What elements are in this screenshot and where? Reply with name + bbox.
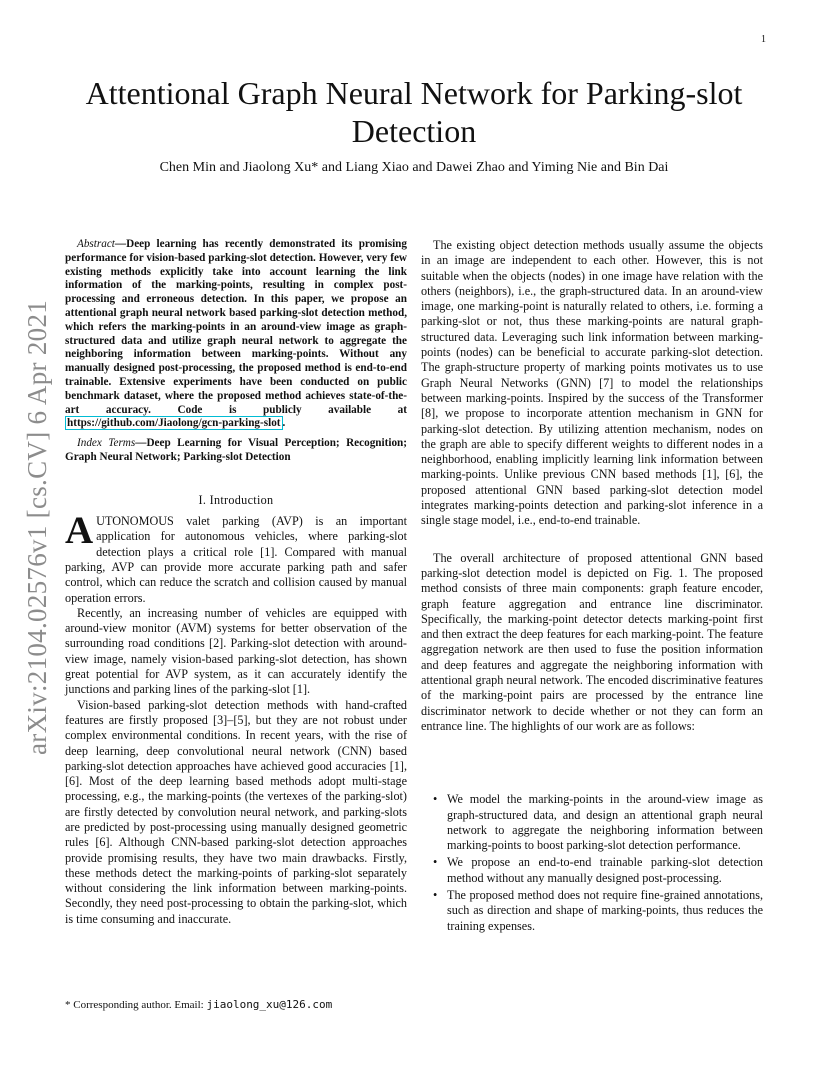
author-list: Chen Min and Jiaolong Xu* and Liang Xiao and Dawei Zhao and Yiming Nie and Bin Dai [159,160,669,175]
arxiv-identifier-stamp: arXiv:2104.02576v1 [cs.CV] 6 Apr 2021 [22,299,52,755]
list-item-text: The proposed method does not require fine-grained annotations, such as direction and shape of marking-points, thus reduces the training expenses. [447,887,763,933]
abstract-text: —Deep learning has recently demonstrated its promising performance for vision-based parking-slot detection. However, very few existing methods explicitly take into account learning the link information of the marking-points, resulting in complex post-processing and erroneous detection. In this paper, we propose an attentional graph neural network based parking-slot detection method, which refers the marking-points in an around-view image as graph-structured data and utilize graph neural network to aggregate the neighboring information between marking-points. Without any manually designed post-processing, the proposed method is end-to-end trainable. Extensive experiments have been conducted on public benchmark dataset, where the proposed method achieves state-of-the-art accuracy. Code is publicly available at [65,238,407,416]
bullet-icon: • [433,887,438,902]
abstract-label: Abstract [77,238,115,250]
highlights-list [421,792,763,934]
intro-paragraph-1-text: UTONOMOUS valet parking (AVP) is an important application for autonomous vehicles, where parking-slot detection plays a critical role [1]. Compared with manual parking, AVP can provide more accurate parking path and safer control, which can reduce the scratch and collision caused by manual operation errors. [65,514,407,605]
right-paragraph-2: The overall architecture of proposed attentional GNN based parking-slot detection model is depicted on Fig. 1. The proposed method consists of three main components: graph feature encoder, graph feature aggregation and entrance line discriminator. Specifically, the marking-point detector detects marking-point first and then extract the deep features for each marking-point. The feature aggregation network are then used to fuse the position information and deep features and aggregate the neighboring information with attentional graph neural network. The encoded discriminative features of the marking-point pairs are processed by the entrance line discriminator network to decide whether or not they can form an entrance line. The highlights of our work are as follows: [421,550,763,733]
footnote-text: * Corresponding author. Email: [65,999,207,1011]
list-item [421,792,763,853]
abstract-end: . [282,417,286,430]
code-repository-link[interactable]: https://github.com/Jiaolong/gcn-parking-slot [67,417,281,430]
drop-cap: A [65,509,94,553]
bullet-icon: • [433,855,438,870]
index-terms-label: Index Terms [77,437,136,450]
section-heading-introduction: I. Introduction [198,492,274,507]
footnote-email: jiaolong_xu@126.com [206,998,333,1011]
index-terms-text: —Deep Learning for Visual Perception; Recognition; Graph Neural Network; Parking-slot Detection [65,437,407,463]
right-paragraph-1: The existing object detection methods usually assume the objects in an image are independent to each other. However, this is not suitable when the objects (nodes) in one image have relation with the others (neighbors), i.e., the graph-structured data. In an around-view image, one marking-point is naturally related to others, i.e. forming a parking-slot or not, thus these marking-points are natural graph-structured data. Leveraging such link information between marking-points (nodes) can be beneficial to accurate parking-slot detection. The graph-structure property of marking points motivates us to use Graph Neural Networks (GNN) [7] to model the relationships between marking-points. Inspired by the success of the Transformer [8], we propose to incorporate attention mechanism in GNN for parking-slot detection. By utilizing attention mechanism, nodes on the graph are able to specify different weights to different nodes in a neighborhood, enabling implicitly learning link information between marking-points. Unlike previous CNN based methods [1], [6], the proposed attentional GNN based parking-slot detection model integrates marking-points detection and parking-slot inference in a single stage model, i.e., end-to-end trainable. [421,238,763,528]
list-item-text: We model the marking-points in the around-view image as graph-structured data, and design an attentional graph neural network to aggregate the neighboring information between marking-points to boost parking-slot detection performance. [447,792,763,853]
list-item-text: We propose an end-to-end trainable parking-slot detection method without any manually designed post-processing. [447,855,763,885]
bullet-icon: • [433,792,438,807]
right-column [421,238,763,936]
footnote [65,998,407,1011]
intro-paragraph-3: Vision-based parking-slot detection methods with hand-crafted features are firstly proposed [3]–[5], but they are not robust under complex environmental conditions. In recent years, with the rise of deep learning, deep convolutional neural network (CNN) based parking-slot detection approaches have achieved good accuracies [1], [6]. Most of the deep learning based methods adopt multi-stage processing, e.g., the marking-points (the vertexes of the parking-slot) are firstly detected by convolution neural network, and parking-slots are predicted by post-processing using manually designed geometric rules [6]. Although CNN-based parking-slot detection approaches provide promising results, they have two main drawbacks. Firstly, these methods detect the marking-points of parking-slot separately without considering the link information between marking-points. Secondly, they need post-processing to obtain the parking-slot, which is time consuming and inaccurate. [65,697,407,926]
abstract [65,238,407,431]
index-terms [65,437,407,465]
paper-title: Attentional Graph Neural Network for Parking-slot Detection [85,75,743,149]
intro-paragraph-1 [65,509,407,606]
list-item [421,888,763,934]
left-column [65,238,407,927]
intro-paragraph-2: Recently, an increasing number of vehicles are equipped with around-view monitor (AVM) systems for better observation of the surrounding road conditions [2]. Parking-slot detection with around-view image, namely vision-based parking-slot detection, has shown great potential for AVP system, as it can accurately identify the junctions and parking lines of the parking-slot [1]. [65,605,407,697]
page-number: 1 [761,34,766,45]
paragraph-gap [421,529,763,551]
list-item [421,855,763,886]
